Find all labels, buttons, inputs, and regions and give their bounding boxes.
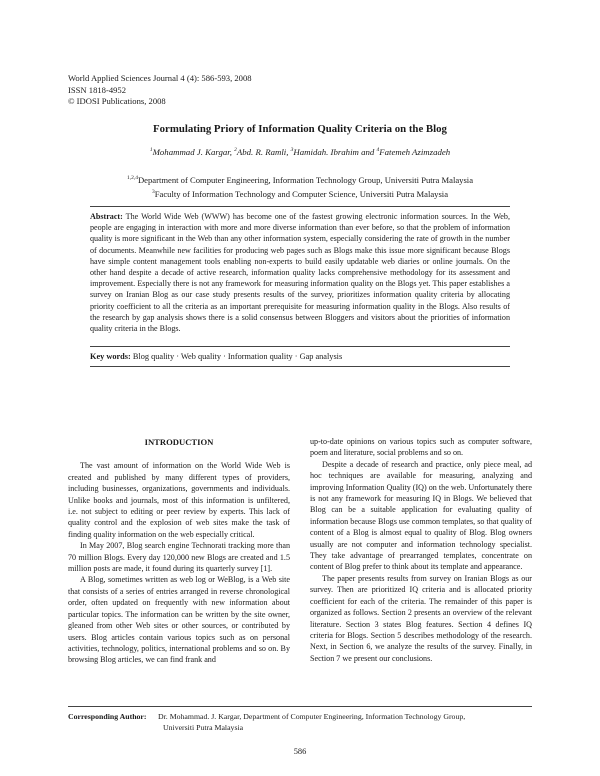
author-sup: 4 bbox=[376, 147, 380, 153]
author-sup: 1 bbox=[149, 147, 153, 153]
author-name: Mohammad J. Kargar, bbox=[152, 147, 235, 157]
paragraph: In May 2007, Blog search engine Technorati tracking more than 70 million Blogs. Every day 120,000 new Blogs are created and 1.5 million posts are made, it found during its quarterly survey [1]. bbox=[68, 541, 290, 574]
affiliation-sup: 3 bbox=[151, 188, 155, 195]
corresponding-label: Corresponding Author: bbox=[68, 712, 147, 721]
author-sup: 2 bbox=[234, 147, 237, 153]
author-name: Abd. R. Ramli, bbox=[236, 147, 291, 157]
paper-title: Formulating Priory of Information Quality Criteria on the Blog bbox=[153, 123, 447, 135]
journal-citation: World Applied Sciences Journal 4 (4): 586-593, 2008 bbox=[68, 73, 252, 83]
keywords-top-rule bbox=[90, 346, 510, 347]
affiliation-2 bbox=[0, 187, 600, 201]
affiliation-sup: 1,2,4 bbox=[126, 175, 138, 181]
right-column bbox=[310, 436, 532, 664]
keywords-text: Blog quality · Web quality · Information quality · Gap analysis bbox=[132, 352, 343, 361]
author-name: Hamidah. Ibrahim and bbox=[293, 147, 377, 157]
paragraph: The paper presents results from survey on Iranian Blogs as our survey. Then are prioritized IQ criteria and is allocated priority coefficient for each of the criteria. The remainder of this paper is organized as follows. Section 2 presents an overview of the relevant literature. Section 3 states Blog features. Section 4 defines IQ criteria for Blogs. Section 5 describes methodology of the research. Next, in Section 6, we analyze the results of the survey. Finally, in Section 7 we present our conclusions. bbox=[310, 573, 532, 663]
abstract-top-rule bbox=[90, 206, 510, 207]
author-list bbox=[0, 147, 600, 157]
affiliations bbox=[0, 173, 600, 200]
keywords-label: Key words: bbox=[90, 352, 131, 361]
keywords-bottom-rule bbox=[90, 366, 510, 367]
page-number: 586 bbox=[293, 747, 307, 756]
journal-header bbox=[68, 73, 252, 108]
paragraph: The vast amount of information on the World Wide Web is created and published by many different types of providers, including businesses, organizations, governments and individuals. Unlike books and journals, most of this information is unfiltered, i.e. not subject to editing or peer review by experts. This lack of quality control and the explosion of web sites make the task of finding quality information on the web especially critical. bbox=[68, 461, 290, 539]
corresponding-line-2: Universiti Putra Malaysia bbox=[163, 722, 244, 732]
left-column bbox=[68, 437, 290, 666]
corresponding-author bbox=[68, 712, 532, 733]
author-name: Fatemeh Azimzadeh bbox=[379, 147, 451, 157]
affiliation-1 bbox=[0, 173, 600, 187]
abstract bbox=[90, 211, 510, 334]
paragraph: up-to-date opinions on various topics such as computer software, poem and literature, social problems and so on. bbox=[310, 437, 532, 458]
affiliation-text: Faculty of Information Technology and Computer Science, Universiti Putra Malaysia bbox=[154, 188, 449, 199]
abstract-text: The World Wide Web (WWW) has become one of the fastest growing electronic information sources. In the Web, people are engaging in interaction with more and more diverse information than ever before, so that the problem of information quality is more significant in the Web than any other information system, especially considering the rate of growth in the number of documents. Meanwhile new facilities for producing web pages such as Blogs make this issue more significant because Blogs have simple content management tools enabling non-experts to build easily updatable web diaries or online journals. On the other hand despite a decade of active research, information quality lacks comprehensive methodology for its assessment and improvement. Especially there is not any framework for measuring information quality on the Blogs yet. This paper establishes a survey on Iranian Blog as our case study presents results of the survey, prioritizes information quality criteria by allocating priority coefficient to all the criteria as an important prerequisite for measuring information quality in the Blogs. Also results of the research by gap analysis shows there is a solid consensus between Bloggers and visitors about the priorities of information quality criteria in the Blogs. bbox=[90, 212, 510, 334]
intro-heading: INTRODUCTION bbox=[144, 437, 214, 447]
paragraph: Despite a decade of research and practice, only piece meal, ad hoc techniques are available for measuring, analyzing and improving Information Quality (IQ) on the web. Unfortunately there is not any framework for measuring IQ in Blogs. We believed that Blog can be a suitable application for evaluating quality of information because Blogs use common templates, so that quality of content of a Blog is almost equal to quality of Blog. Blog owners usually are not computer and information technology specialist. They take advantage of prearranged templates, concentrate on content of Blog prefer to think about its template and appearance. bbox=[310, 459, 532, 572]
copyright: © IDOSI Publications, 2008 bbox=[68, 96, 166, 107]
paragraph: A Blog, sometimes written as web log or WeBlog, is a Web site that consists of a series of entries arranged in reverse chronological order, often updated on frequently with new information about particular topics. The information can be written by the site owner, gleaned from other Web sites or other sources, or contributed by users. Blog articles contain various topics such as on personal activities, technology, politics, international problems and so on. By browsing Blog articles, we can find frank and bbox=[68, 575, 290, 665]
footer-rule bbox=[68, 706, 532, 707]
affiliation-text: Department of Computer Engineering, Information Technology Group, Universiti Putra Malaysia bbox=[137, 175, 474, 185]
author-sup: 3 bbox=[290, 147, 294, 153]
issn: ISSN 1818-4952 bbox=[68, 84, 127, 95]
keywords bbox=[90, 352, 510, 361]
abstract-label: Abstract: bbox=[90, 212, 123, 221]
corresponding-line-1: Dr. Mohammad. J. Kargar, Department of Computer Engineering, Information Technology Group, bbox=[158, 712, 466, 721]
